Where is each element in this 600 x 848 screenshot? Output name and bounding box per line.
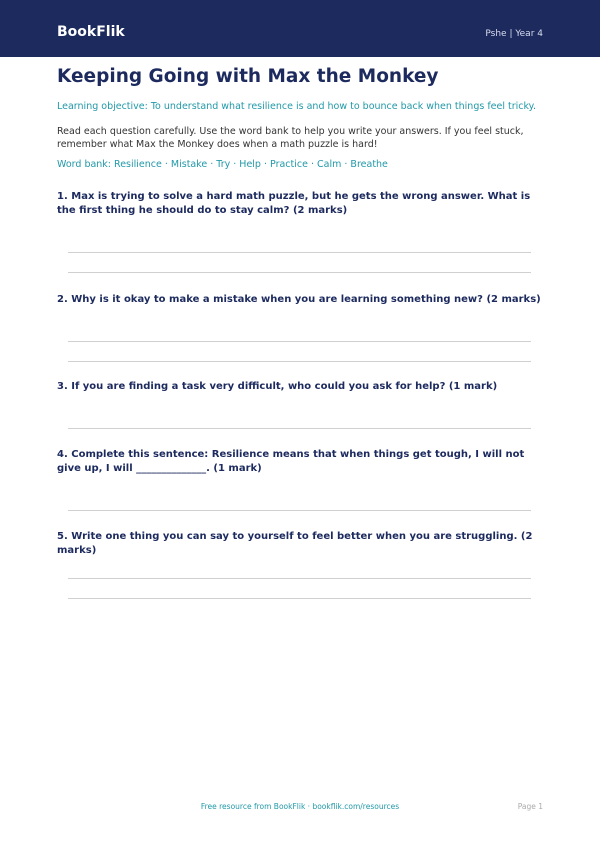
question-3: 3. If you are finding a task very difficult, who could you ask for help? (1 mark) — [57, 381, 498, 392]
question-2: 2. Why is it okay to make a mistake when you are learning something new? (2 marks) — [57, 294, 541, 305]
brand-logo[interactable]: BookFlik — [57, 24, 125, 40]
header-bar — [0, 0, 600, 57]
answer-line[interactable] — [68, 598, 531, 599]
page-title: Keeping Going with Max the Monkey — [57, 66, 439, 87]
answer-line[interactable] — [68, 272, 531, 273]
page-number: Page 1 — [517, 802, 543, 811]
answer-line[interactable] — [68, 578, 531, 579]
learning-objective: Learning objective: To understand what resilience is and how to bounce back when things feel tricky. — [57, 101, 536, 112]
answer-line[interactable] — [68, 361, 531, 362]
word-bank: Word bank: Resilience · Mistake · Try · Help · Practice · Calm · Breathe — [57, 159, 388, 170]
question-4: 4. Complete this sentence: Resilience means that when things get tough, I will not give up, I will ______________. (1 mark) — [57, 449, 525, 474]
question-5: 5. Write one thing you can say to yourself to feel better when you are struggling. (2 marks) — [57, 531, 533, 556]
breadcrumb: Pshe | Year 4 — [485, 29, 543, 39]
answer-line[interactable] — [68, 510, 531, 511]
answer-line[interactable] — [68, 428, 531, 429]
instructions: Read each question carefully. Use the word bank to help you write your answers. If you feel stuck, remember what Max the Monkey does when a math puzzle is hard! — [57, 126, 524, 150]
answer-line[interactable] — [68, 341, 531, 342]
footer-resource-link[interactable]: Free resource from BookFlik · bookflik.com/resources — [200, 802, 400, 811]
question-1: 1. Max is trying to solve a hard math puzzle, but he gets the wrong answer. What is the first thing he should do to stay calm? (2 marks) — [57, 191, 531, 216]
answer-line[interactable] — [68, 252, 531, 253]
